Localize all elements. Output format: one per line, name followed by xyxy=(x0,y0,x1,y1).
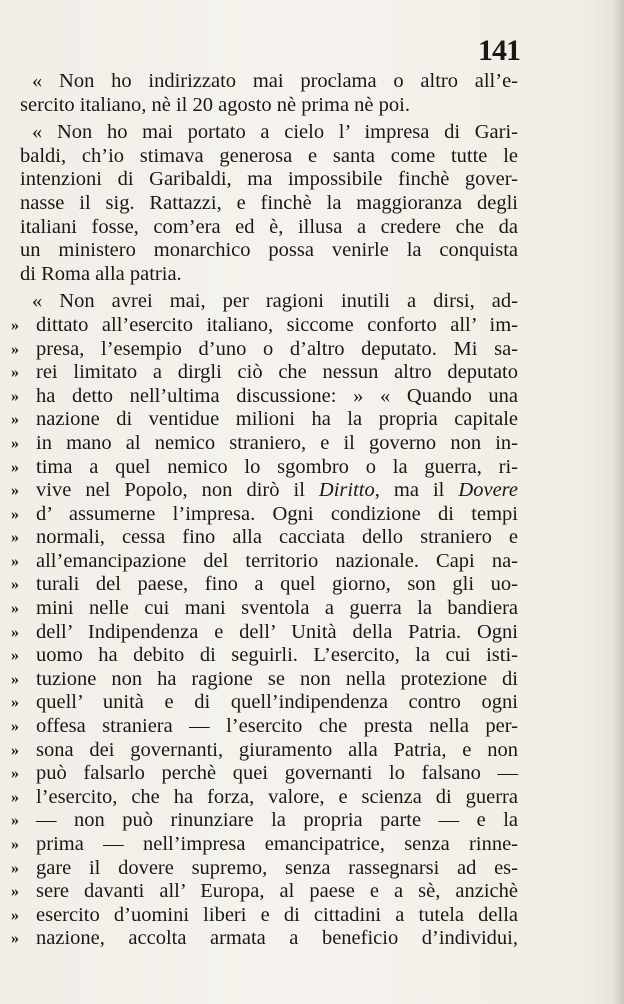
text-line xyxy=(11,691,518,715)
text-line xyxy=(11,337,518,362)
text-line xyxy=(11,644,518,668)
line-text: sona dei governanti, giuramento alla Patria, e non xyxy=(36,738,518,761)
text-line xyxy=(11,502,518,527)
line-text: turali del paese, fino a quel giorno, son gli uo- xyxy=(36,573,518,596)
line-text: tima a quel nemico lo sgombro o la guerra, ri- xyxy=(36,455,518,478)
text-line xyxy=(11,667,518,692)
line-text: può falsarlo perchè quei governanti lo falsano — xyxy=(36,762,518,785)
line-text: « Non ho indirizzato mai proclama o altro all’e- xyxy=(32,70,518,92)
text-line xyxy=(11,809,518,833)
line-text: uomo ha debito di seguirli. L’esercito, la cui isti- xyxy=(36,644,518,667)
quote-continuation-mark: » xyxy=(11,859,19,877)
quote-continuation-mark: » xyxy=(11,482,19,500)
line-text: un ministero monarchico possa venirle la conquista xyxy=(20,239,518,262)
text-line xyxy=(11,785,518,810)
text-line xyxy=(11,620,518,645)
quote-continuation-mark: » xyxy=(11,670,19,688)
text-line xyxy=(11,455,518,480)
line-text: intenzioni di Garibaldi, ma impossibile finchè gover- xyxy=(20,168,518,191)
text-line xyxy=(20,263,518,287)
text-line xyxy=(20,70,518,94)
line-text: all’emancipazione del territorio nazionale. Capi na- xyxy=(36,549,518,572)
quote-continuation-mark: » xyxy=(11,434,19,452)
line-text: baldi, ch’io stimava generosa e santa come tutte le xyxy=(20,144,518,167)
quote-continuation-mark: » xyxy=(11,316,19,334)
quote-continuation-mark: » xyxy=(11,387,19,405)
text-line xyxy=(20,290,518,314)
text-line xyxy=(20,239,518,263)
text-line xyxy=(20,94,518,118)
text-line xyxy=(11,880,518,904)
page-edge-shadow xyxy=(612,0,624,1004)
quote-continuation-mark: » xyxy=(11,906,19,924)
text-line xyxy=(11,903,518,928)
text-line xyxy=(11,431,518,456)
line-text: dittato all’esercito italiano, siccome conforto all’ im- xyxy=(36,313,518,336)
quote-continuation-mark: » xyxy=(11,552,19,570)
text-line xyxy=(20,216,518,240)
quote-continuation-mark: » xyxy=(11,930,19,948)
text-line xyxy=(11,597,518,621)
quote-continuation-mark: » xyxy=(11,505,19,523)
italic-word: Dovere xyxy=(458,479,518,502)
quote-continuation-mark: » xyxy=(11,458,19,476)
line-text: , ma il xyxy=(374,479,459,502)
line-text: sere davanti all’ Europa, al paese e a sè, anzichè xyxy=(36,880,518,903)
text-line xyxy=(11,361,518,385)
quote-continuation-mark: » xyxy=(11,647,19,665)
text-line xyxy=(11,715,518,739)
text-line xyxy=(20,168,518,192)
quote-continuation-mark: » xyxy=(11,600,19,618)
text-line xyxy=(11,927,518,951)
line-text: nazione di ventidue milioni ha la propria capitale xyxy=(36,408,518,431)
line-text: italiani fosse, com’era ed è, illusa a credere che da xyxy=(20,215,518,238)
quote-continuation-mark: » xyxy=(11,694,19,712)
line-text: in mano al nemico straniero, e il governo non in- xyxy=(36,431,518,454)
text-line xyxy=(11,762,518,786)
text-line xyxy=(11,833,518,857)
quote-continuation-mark: » xyxy=(11,836,19,853)
text-line xyxy=(20,192,518,216)
quote-continuation-mark: » xyxy=(11,340,19,358)
quote-continuation-mark: » xyxy=(11,623,19,641)
line-text: nazione, accolta armata a beneficio d’individui, xyxy=(36,927,518,950)
text-line xyxy=(11,479,518,503)
text-line xyxy=(11,526,518,550)
line-text: rei limitato a dirgli ciò che nessun altro deputato xyxy=(36,361,518,384)
line-text: di Roma alla patria. xyxy=(20,262,182,285)
italic-word: Diritto xyxy=(318,479,375,502)
line-text: — non può rinunziare la propria parte — e la xyxy=(36,809,518,832)
line-text: sercito italiano, nè il 20 agosto nè prima nè poi. xyxy=(20,93,410,116)
line-text: normali, cessa fino alla cacciata dello straniero e xyxy=(36,526,518,549)
line-text: offesa straniera — l’esercito che presta nella per- xyxy=(36,715,518,738)
line-text: nasse il sig. Rattazzi, e finchè la maggioranza degli xyxy=(20,191,518,214)
text-line xyxy=(11,573,518,597)
line-text: « Non avrei mai, per ragioni inutili a dirsi, ad- xyxy=(32,290,518,313)
line-text: d’ assumerne l’impresa. Ogni condizione di tempi xyxy=(36,502,518,525)
quote-continuation-mark: » xyxy=(11,765,19,783)
line-text: « Non ho mai portato a cielo l’ impresa di Gari- xyxy=(32,121,518,144)
line-text: quell’ unità e di quell’indipendenza contro ogni xyxy=(36,691,518,714)
line-text: gare il dovere supremo, senza rassegnarsi ad es- xyxy=(36,856,518,879)
text-line xyxy=(11,384,518,409)
line-text: prima — nell’impresa emancipatrice, senza rinne- xyxy=(36,833,518,855)
quote-continuation-mark: » xyxy=(11,718,19,736)
text-line xyxy=(11,313,518,338)
text-line xyxy=(11,549,518,574)
text-line xyxy=(11,856,518,881)
line-text: vive nel Popolo, non dirò il xyxy=(36,479,319,502)
line-text: mini nelle cui mani sventola a guerra la bandiera xyxy=(36,597,518,620)
line-text: tuzione non ha ragione se non nella protezione di xyxy=(36,667,518,690)
line-text: ha detto nell’ultima discussione: » « Quando una xyxy=(36,384,518,407)
quote-continuation-mark: » xyxy=(11,529,19,547)
line-text: presa, l’esempio d’uno o d’altro deputato. Mi sa- xyxy=(36,337,518,360)
quote-continuation-mark: » xyxy=(11,883,19,901)
body-text xyxy=(11,70,518,951)
quote-continuation-mark: » xyxy=(11,788,19,806)
page-number: 141 xyxy=(478,34,520,67)
text-line xyxy=(11,738,518,763)
quote-continuation-mark: » xyxy=(11,741,19,759)
text-line xyxy=(20,145,518,169)
text-line xyxy=(20,121,518,145)
quote-continuation-mark: » xyxy=(11,364,19,382)
quote-continuation-mark: » xyxy=(11,576,19,594)
line-text: dell’ Indipendenza e dell’ Unità della Patria. Ogni xyxy=(36,620,518,643)
line-text: esercito d’uomini liberi e di cittadini a tutela della xyxy=(36,903,518,926)
quote-continuation-mark: » xyxy=(11,812,19,830)
text-line xyxy=(11,408,518,432)
line-text: l’esercito, che ha forza, valore, e scienza di guerra xyxy=(36,785,518,808)
quote-continuation-mark: » xyxy=(11,411,19,429)
